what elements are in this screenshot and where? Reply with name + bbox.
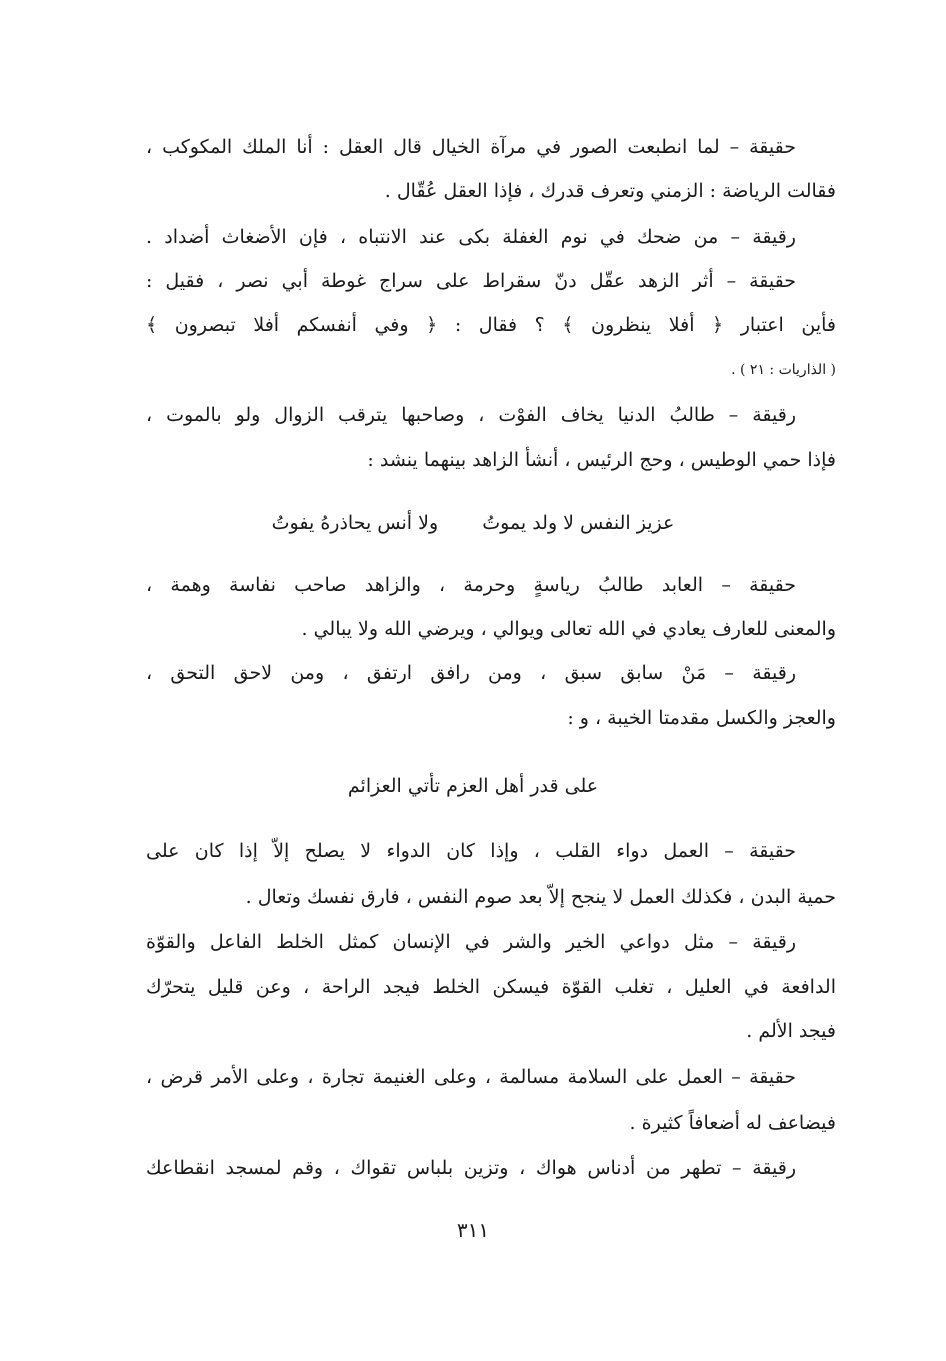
text-line: رقيقة – من ضحك في نوم الغفلة بكى عند الانتباه ، فإن الأضغاث أضداد . — [146, 226, 796, 248]
text-line: حقيقة – العابد طالبُ رياسةٍ وحرمة ، والزاهد صاحب نفاسة وهمة ، — [146, 574, 796, 596]
verse-hemistich: ولا أنس يحاذرهُ يفوتُ — [271, 512, 439, 534]
text-line: حمية البدن ، فكذلك العمل لا ينجح إلاّ بعد صوم النفس ، فارق نفسك وتعال . — [245, 886, 836, 908]
text-line: رقيقة – تطهر من أدناس هواك ، وتزين بلباس تقواك ، وقم لمسجد انقطاعك — [146, 1157, 796, 1179]
text-line: فيضاعف له أضعافاً كثيرة . — [629, 1112, 836, 1134]
text-line: حقيقة – لما انطبعت الصور في مرآة الخيال قال العقل : أنا الملك المكوكب ، — [146, 136, 796, 158]
text-line: حقيقة – العمل دواء القلب ، وإذا كان الدواء لا يصلح إلاّ إذا كان على — [146, 840, 796, 862]
text-line: فيجد الألم . — [746, 1020, 836, 1042]
text-line: حقيقة – أثر الزهد عقّل دنّ سقراط على سراج غوطة أبي نصر ، فقيل : — [146, 270, 796, 292]
text-line: والمعنى للعارف يعادي في الله تعالى ويوالي ، ويرضي الله ولا يبالي . — [301, 618, 836, 640]
text-line: فأين اعتبار ﴿ أفلا ينظرون ﴾ ؟ فقال : ﴿ وفي أنفسكم أفلا تبصرون ﴾ — [146, 314, 836, 336]
verse-line — [110, 508, 836, 538]
text-line: الدافعة في العليل ، تغلب القوّة فيسكن الخلط فيجد الراحة ، وعن قليل يتحرّك — [146, 976, 836, 998]
verse-line: على قدر أهل العزم تأتي العزائم — [347, 775, 599, 797]
text-line: فإذا حمي الوطيس ، وحج الرئيس ، أنشأ الزاهد بينهما ينشد : — [367, 449, 836, 471]
verse-hemistich: عزيز النفس لا ولد يموتُ — [482, 512, 675, 534]
text-line: رقيقة – طالبُ الدنيا يخاف الفوْت ، وصاحبها يترقب الزوال ولو بالموت ، — [146, 404, 796, 426]
text-line: رقيقة – مثل دواعي الخير والشر في الإنسان كمثل الخلط الفاعل والقوّة — [146, 931, 796, 953]
text-line: رقيقة – مَنْ سابق سبق ، ومن رافق ارتفق ، ومن لاحق التحق ، — [146, 662, 796, 684]
page-number: ٣١١ — [456, 1218, 490, 1242]
citation-line: ( الذاريات : ٢١ ) . — [731, 362, 836, 378]
text-line: فقالت الرياضة : الزمني وتعرف قدرك ، فإذا العقل عُقّال . — [384, 180, 836, 202]
text-line: حقيقة – العمل على السلامة مسالمة ، وعلى الغنيمة تجارة ، وعلى الأمر قرض ، — [146, 1066, 796, 1088]
text-line: والعجز والكسل مقدمتا الخيبة ، و : — [567, 707, 836, 729]
